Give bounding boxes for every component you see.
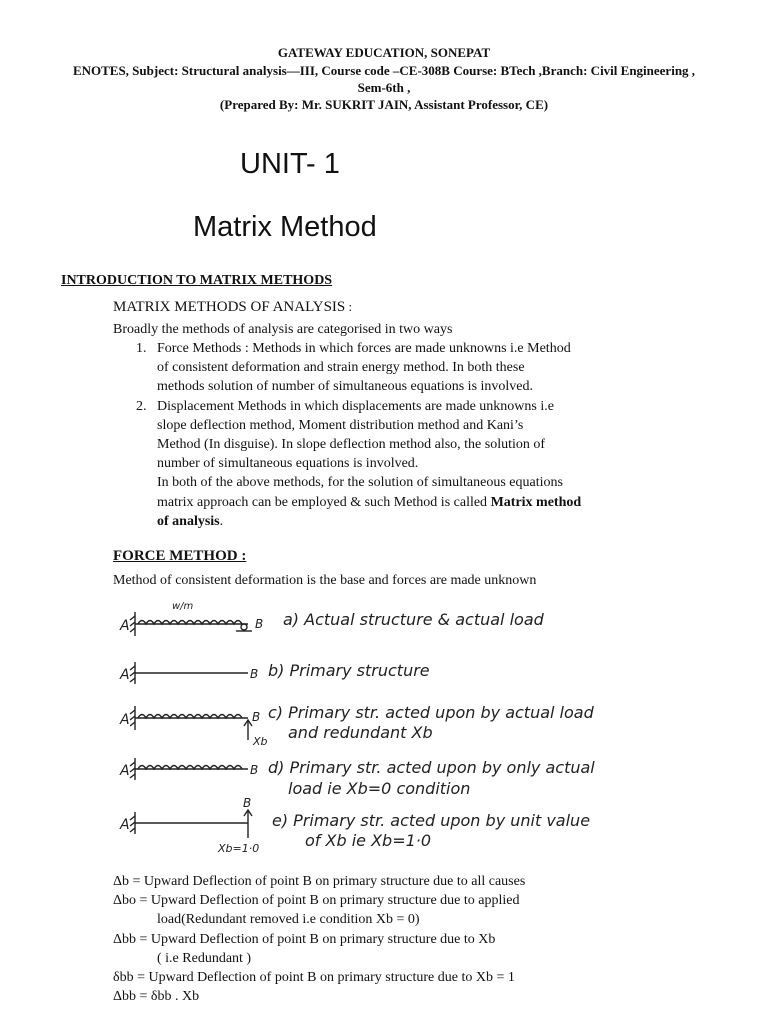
matrix-method-bold: Matrix method [490, 495, 582, 510]
fig-xb-label: Xb [253, 735, 268, 748]
intro-line: Broadly the methods of analysis are categorised in two ways [113, 322, 453, 337]
fig-a-label-row-e: A [120, 817, 130, 833]
def-delta-bb: Δbb = Upward Deflection of point B on primary structure due to Xb [113, 932, 496, 947]
def-small-delta-bb: δbb = Upward Deflection of point B on primary structure due to Xb = 1 [113, 970, 515, 985]
item2-number: 2. [136, 399, 147, 414]
item2-line4: number of simultaneous equations is involved. [157, 456, 419, 471]
main-title: Matrix Method [193, 211, 377, 243]
header-semester: Sem-6th , [357, 80, 411, 95]
header-prepared-by: (Prepared By: Mr. SUKRIT JAIN, Assistant Professor, CE) [219, 97, 549, 112]
item2-line7-dot: . [219, 514, 224, 529]
fig-a-label-row-c: A [120, 712, 130, 728]
fig-a-label-row-a: A [120, 618, 130, 634]
item1-line3: methods solution of number of simultaneous equations is involved. [157, 379, 534, 394]
methods-heading [113, 299, 352, 316]
header-course-info: ENOTES, Subject: Structural analysis—III, Course code –CE-308B Course: BTech ,Branch: Civil Engineering , [72, 63, 696, 78]
def-delta-b: Δb = Upward Deflection of point B on primary structure due to all causes [113, 874, 526, 889]
fig-xb-unit-label: Xb=1·0 [218, 842, 260, 855]
def-delta-bb-cont: ( i.e Redundant ) [157, 951, 252, 966]
def-delta-bo: Δbo = Upward Deflection of point B on primary structure due to applied [113, 893, 520, 908]
of-analysis-bold: of analysis [157, 514, 220, 529]
fig-b-label-row-d: B [250, 763, 259, 777]
fig-a-label-row-b: A [120, 667, 130, 683]
item1-line1: Force Methods : Methods in which forces are made unknowns i.e Method [157, 341, 571, 356]
item1-line2: of consistent deformation and strain energy method. In both these [157, 360, 525, 375]
force-method-figure [100, 590, 680, 865]
def-relation: Δbb = δbb . Xb [113, 989, 200, 1004]
header-institution: GATEWAY EDUCATION, SONEPAT [277, 45, 491, 60]
item1-number: 1. [136, 341, 147, 356]
item2-line6 [157, 493, 581, 512]
fig-caption-d-line1: d) Primary str. acted upon by only actual [268, 758, 595, 777]
fig-b-label-row-a: B [255, 617, 264, 631]
fig-caption-e-line2: of Xb ie Xb=1·0 [305, 831, 432, 850]
methods-heading-colon: : [345, 299, 353, 314]
item2-line3: Method (In disguise). In slope deflection method also, the solution of [157, 437, 546, 452]
fig-b-label-row-e: B [243, 796, 252, 810]
fig-caption-b: b) Primary structure [268, 661, 430, 680]
fig-a-label-row-d: A [120, 763, 130, 779]
fig-caption-e-line1: e) Primary str. acted upon by unit value [272, 811, 591, 830]
force-method-intro: Method of consistent deformation is the base and forces are made unknown [113, 573, 537, 588]
fig-b-label-row-c: B [252, 710, 261, 724]
fig-caption-d-line2: load ie Xb=0 condition [288, 779, 471, 798]
intro-heading: INTRODUCTION TO MATRIX METHODS [61, 273, 333, 288]
item2-line2: slope deflection method, Moment distribution method and Kani’s [157, 418, 524, 433]
force-method-heading: FORCE METHOD : [113, 548, 247, 564]
methods-heading-text: MATRIX METHODS OF ANALYSIS [113, 299, 346, 315]
fig-load-label: w/m [172, 601, 194, 612]
fig-b-label-row-b: B [250, 667, 259, 681]
item2-line1: Displacement Methods in which displacements are made unknowns i.e [157, 399, 554, 414]
item2-line7 [157, 512, 223, 531]
fig-caption-a: a) Actual structure & actual load [283, 610, 544, 629]
def-delta-bo-cont: load(Redundant removed i.e condition Xb = 0) [157, 912, 420, 927]
item2-line5: In both of the above methods, for the solution of simultaneous equations [157, 475, 563, 490]
item2-line6-text: matrix approach can be employed & such Method is called [157, 495, 491, 510]
fig-caption-c-line2: and redundant Xb [288, 723, 433, 742]
unit-title: UNIT- 1 [240, 148, 340, 180]
fig-caption-c-line1: c) Primary str. acted upon by actual load [268, 703, 594, 722]
